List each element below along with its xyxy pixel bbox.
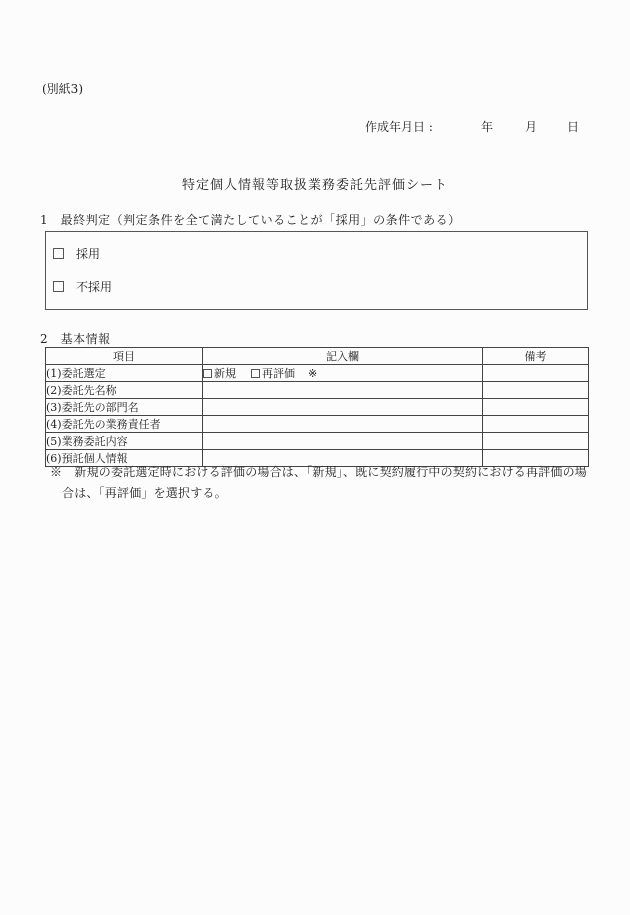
entry-cell[interactable] — [203, 382, 483, 399]
day-label: 日 — [567, 120, 580, 134]
entry-cell[interactable] — [203, 365, 483, 382]
new-label: 新規 — [214, 367, 236, 380]
section1-heading: 1 最終判定（判定条件を全て満たしていることが「採用」の条件である） — [40, 213, 461, 227]
adopt-option-row — [53, 245, 100, 261]
entry-cell[interactable] — [203, 433, 483, 450]
table-row-consignee-department — [46, 399, 589, 416]
item-label: (2)委託先名称 — [46, 382, 203, 399]
month-label: 月 — [525, 120, 538, 134]
entry-cell[interactable] — [203, 399, 483, 416]
item-label: (5)業務委託内容 — [46, 433, 203, 450]
year-label: 年 — [481, 120, 494, 134]
table-header-row — [46, 348, 589, 365]
item-label: (1)委託選定 — [46, 365, 203, 382]
footnote-line2: 合は、「再評価」を選択する。 — [62, 486, 227, 500]
reject-label: 不採用 — [76, 279, 113, 294]
note-cell[interactable] — [483, 433, 589, 450]
reject-checkbox-icon[interactable] — [53, 281, 64, 292]
col-header-item: 項目 — [46, 348, 203, 365]
table-row-consignee-manager — [46, 416, 589, 433]
note-cell[interactable] — [483, 416, 589, 433]
note-cell[interactable] — [483, 399, 589, 416]
new-checkbox-icon[interactable] — [203, 369, 212, 378]
note-cell[interactable] — [483, 382, 589, 399]
table-row-consignee-name — [46, 382, 589, 399]
basic-info-table — [45, 347, 589, 467]
creation-date-line — [0, 118, 630, 134]
creation-date-label: 作成年月日 : — [365, 120, 433, 134]
reeval-label: 再評価 — [262, 367, 295, 380]
reference-mark: ※ — [308, 366, 318, 380]
reeval-checkbox-icon[interactable] — [251, 369, 260, 378]
item-label: (3)委託先の部門名 — [46, 399, 203, 416]
document-title: 特定個人情報等取扱業務委託先評価シート — [181, 178, 448, 193]
item-label: (6)預託個人情報 — [46, 450, 203, 467]
final-judgement-box — [45, 231, 588, 310]
adopt-label: 採用 — [76, 246, 101, 261]
attachment-label: (別紙3) — [42, 82, 83, 96]
entry-cell[interactable] — [203, 416, 483, 433]
section2-heading: 2 基本情報 — [40, 332, 111, 346]
note-cell[interactable] — [483, 365, 589, 382]
col-header-entry: 記入欄 — [203, 348, 483, 365]
table-row-consignment-selection — [46, 365, 589, 382]
footnote-line1: ※ 新規の委託選定時における評価の場合は、「新規」、既に契約履行中の契約における再評価の場 — [50, 465, 588, 479]
item-label: (4)委託先の業務責任者 — [46, 416, 203, 433]
adopt-checkbox-icon[interactable] — [53, 248, 64, 259]
table-row-business-content — [46, 433, 589, 450]
col-header-note: 備考 — [483, 348, 589, 365]
reject-option-row — [53, 278, 112, 294]
